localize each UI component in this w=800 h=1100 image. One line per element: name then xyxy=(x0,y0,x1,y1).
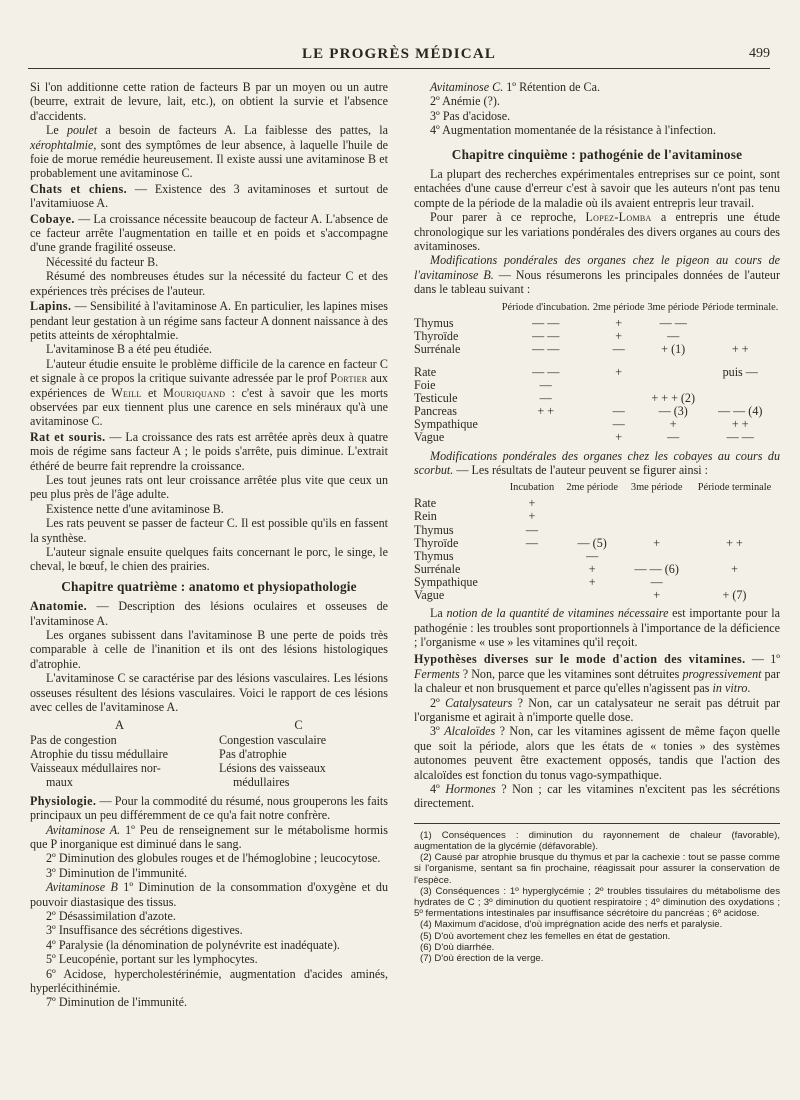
row-label: Thyroïde xyxy=(414,328,459,343)
column-c xyxy=(209,733,388,790)
paragraph: Si l'on additionne cette ration de facteurs B par un moyen ou un autre (beurre, extrait de levure, lait, etc.), on obtient la survie et l'absence d'accidents. xyxy=(30,80,388,123)
table-cell: — — xyxy=(726,430,754,445)
row-label: Vague xyxy=(414,430,445,445)
paragraph: Nécessité du facteur B. xyxy=(46,254,159,269)
left-column xyxy=(30,80,388,1010)
table-cell: + xyxy=(615,328,623,343)
row-label: Thymus xyxy=(414,522,454,537)
column-header: 2me période xyxy=(566,482,618,494)
table-cell: + xyxy=(615,364,623,379)
row-label: Rate xyxy=(414,496,437,511)
paragraph: Les tout jeunes rats ont leur croissance arrêtée plus vite que ceux un peu plus près de l'âge adulte. xyxy=(30,472,388,502)
chapter-heading: Chapitre quatrième : anatomo et physiopathologie xyxy=(61,578,357,594)
table-cell: — xyxy=(667,430,680,445)
page-header xyxy=(28,44,770,69)
text: ? Non, parce que les vitamines sont détruites xyxy=(459,666,683,681)
row-label: Surrénale xyxy=(414,561,461,576)
table-body xyxy=(30,733,388,790)
paragraph: 7º Diminution de l'immunité. xyxy=(46,995,187,1010)
row-label: Thyroïde xyxy=(414,535,459,550)
footnote: (4) Maximum d'acidose, d'où imprégnation acide des nerfs et paralysie. xyxy=(420,919,723,931)
paragraph-avitaminose-c xyxy=(414,80,780,94)
run-in-heading: Hypothèses diverses sur le mode d'action des vitamines. xyxy=(414,652,746,667)
italic-term: Hormones xyxy=(445,781,496,796)
paragraph-avitaminose-a xyxy=(30,823,388,852)
table-cell: — xyxy=(612,404,625,419)
table-cell: + xyxy=(528,509,536,524)
author-name: Portier xyxy=(330,371,368,386)
italic-term: Catalysateurs xyxy=(445,695,513,710)
cobaye-table-body xyxy=(414,497,780,602)
paragraph xyxy=(414,724,780,782)
author-name: Weill xyxy=(111,385,142,400)
text: La xyxy=(430,606,447,621)
text: — Nous résumerons les principales données de l'auteur dans le tableau suivant : xyxy=(414,267,780,297)
italic-term: Modifications pondérales des organes chez les cobayes au cours du scorbut. xyxy=(414,448,780,477)
text: 3º xyxy=(430,724,445,739)
column-header: 3me période xyxy=(647,301,700,313)
footnote: (2) Causé par atrophie brusque du thymus et par la cachexie : tout se passe comme si l'organisme, sentant sa fin prochaine, réagissait pour assurer la conservation de l'espèce. xyxy=(414,852,780,886)
column-header: Période d'incubation. xyxy=(501,301,590,313)
table-cell: + + xyxy=(731,417,749,432)
column-header: C xyxy=(294,718,303,733)
column-header: 3me période xyxy=(630,482,683,494)
text: 1º Diminution de la consommation d'oxygène et du pouvoir diastasique des tissus. xyxy=(30,880,389,909)
table-cell: — xyxy=(667,328,680,343)
table-cell: — xyxy=(525,535,538,550)
table-cell: + + + (2) xyxy=(651,391,696,406)
table-cell: — xyxy=(525,522,538,537)
table-cell: + + xyxy=(726,535,743,550)
list-item: Vaisseaux médullaires nor- xyxy=(30,761,161,776)
table-cell xyxy=(500,431,591,444)
table-cell: + xyxy=(588,574,596,589)
table-cell: — — xyxy=(532,341,560,356)
table-row xyxy=(414,537,780,550)
table-cell: — xyxy=(586,548,599,563)
table-cell xyxy=(560,524,625,537)
list-item: Congestion vasculaire xyxy=(219,732,327,747)
text: ? Non ; car les vitamines n'excitent pas les sécrétions directement. xyxy=(414,781,780,811)
table-cell xyxy=(504,576,560,589)
table-cell xyxy=(689,550,780,563)
paragraph-hypotheses xyxy=(414,652,780,695)
footnotes xyxy=(414,823,780,964)
footnote: (5) D'où avortement chez les femelles en état de gestation. xyxy=(420,930,671,942)
footnote: (3) Conséquences : 1º hyperglycémie ; 2º troubles tissulaires du métabolisme des hydrates de C ; 3º diminution du quotient respiratoire ; 4º diminution des oxydations ; 5º fermentations intestinales par insuffisance sécrétoire du pancréas ; 6º acidose. xyxy=(414,885,780,920)
table-cell: — — (6) xyxy=(634,561,679,576)
text: : c'est à savoir que les morts observées par eux tiennent plus une carence en sels minéraux qu'à une avitaminose C. xyxy=(30,385,388,429)
table-cell: — xyxy=(612,341,625,356)
run-in-heading: Physiologie. xyxy=(30,793,97,808)
table-cell: — xyxy=(612,417,625,432)
text: ? Non, car les vitamines agissent de même façon quelle que soit la période, alors que les états de « tonies » des systèmes autonomes peuvent être exactement opposés, tandis que l'action des alcaloïdes est fonction du tonus vago-sympathique. xyxy=(414,724,780,782)
table-cell: puis — xyxy=(722,364,758,379)
table-cell xyxy=(700,317,780,330)
italic-term: Modifications pondérales des organes chez le pigeon au cours de l'avitaminose B. xyxy=(414,253,780,282)
paragraph-poulet xyxy=(30,123,388,181)
list-item: maux xyxy=(46,775,73,790)
paragraph: 5º Leucopénie, portant sur les lymphocytes. xyxy=(46,952,258,967)
paragraph: L'avitaminose C se caractérise par des lésions vasculaires. Les lésions osseuses résultent des lésions vasculaires. Voici le rapport de ces lésions avec celles de l'avitaminose A. xyxy=(30,671,388,715)
table-cell: — (3) xyxy=(658,404,688,419)
text: — Sensibilité à l'avitaminose A. En particulier, les lapines mises pendant leur gestation à un régime sans facteur A donnent naissance à des petits atteints de xérophtalmie. xyxy=(30,299,388,342)
run-in-heading: Lapins. xyxy=(30,299,72,314)
cobaye-table xyxy=(414,481,780,602)
table-cell: + (1) xyxy=(661,341,686,356)
text: et xyxy=(141,385,164,400)
table-cell: + + xyxy=(537,404,555,419)
table-header xyxy=(30,718,388,732)
table-cell xyxy=(560,497,625,510)
italic-term: Avitaminose A. xyxy=(46,822,121,837)
table-cell xyxy=(624,524,689,537)
table-cell: — — xyxy=(532,315,560,330)
text: , sont des symptômes de leur absence, à laquelle l'huile de foie de morue remédie heureusement. Il existe aussi une avitaminose B et probablement une avitaminose C. xyxy=(30,137,388,181)
italic-term: Ferments xyxy=(414,666,460,681)
page-number: 499 xyxy=(749,46,770,61)
table-row xyxy=(414,589,780,602)
text: — Les résultats de l'auteur peuvent se figurer ainsi : xyxy=(453,462,709,477)
row-label: Thymus xyxy=(414,548,454,563)
footnote: (1) Conséquences : diminution du rayonnement de chaleur (favorable), augmentation de la glycémie (défavorable). xyxy=(414,829,780,852)
table-cell xyxy=(700,330,780,343)
right-column xyxy=(414,80,780,964)
list-item: Pas de congestion xyxy=(30,732,117,747)
table-cell: + + xyxy=(731,341,749,356)
table-cell: — — xyxy=(532,328,560,343)
table-cell: + xyxy=(615,315,623,330)
table-cell xyxy=(500,418,591,431)
table-cell: + xyxy=(528,496,536,511)
table-cell xyxy=(689,497,780,510)
table-cell xyxy=(504,550,560,563)
text: 1º Rétention de Ca. xyxy=(503,80,601,94)
pigeon-table-body xyxy=(414,317,780,445)
table-cell xyxy=(504,589,560,602)
table-cell: + (7) xyxy=(722,588,747,602)
table-row xyxy=(414,550,780,563)
table-cell xyxy=(689,510,780,523)
table-cell xyxy=(560,589,625,602)
paragraph: La plupart des recherches expérimentales entreprises sur ce point, sont entachées d'une cause d'erreur c'est à savoir que les auteurs n'ont pas tenu compte de la période de la maladie où ils avaient entrepris leur travail. xyxy=(414,167,780,210)
italic-term: notion de la quantité de vitamines nécessaire xyxy=(446,606,669,621)
row-label: Vague xyxy=(414,588,445,602)
row-label: Sympathique xyxy=(414,417,478,432)
text: — Pour la commodité du résumé, nous grouperons les faits principaux un peu différemment de ce qu'a fait notre confrère. xyxy=(30,793,388,823)
text: — La croissance des rats est arrêtée après deux à quatre mois de régime sans facteur A ; le poids s'arrête, puis diminue. L'extrait éthéré de beurre fait reprendre la croissance. xyxy=(30,429,388,473)
table-row xyxy=(414,343,780,356)
row-label: Rate xyxy=(414,364,437,379)
table-header-row xyxy=(414,301,780,317)
table-row xyxy=(414,418,780,431)
table-cell: + xyxy=(669,417,677,432)
text: Le xyxy=(46,123,67,138)
paragraph-carence xyxy=(30,357,388,429)
text: — Existence des 3 avitaminoses et surtout de l'avitamiuose A. xyxy=(30,181,388,211)
text: aux expériences de xyxy=(30,371,388,400)
italic-term: Avitaminose C. xyxy=(430,80,504,94)
paragraph xyxy=(414,696,780,725)
paragraph: Les rats peuvent se passer de facteur C. Il est possible qu'ils en fassent la synthèse. xyxy=(30,516,388,545)
column-a xyxy=(30,733,209,790)
text: — La croissance nécessite beaucoup de facteur A. L'absence de ce facteur arrête l'augmentation en taille et en poids et s'accompagne d'une grande fragilité osseuse. xyxy=(30,211,388,255)
text: ? Non, car un catalysateur ne serait pas détruit par l'organisme et agirait à n'importe quelle dose. xyxy=(414,695,780,724)
paragraph-cobaye xyxy=(30,212,388,255)
paragraph: L'avitaminose B a été peu étudiée. xyxy=(46,342,213,357)
paragraph-physiologie xyxy=(30,794,388,823)
column-header: Période terminale. xyxy=(702,301,779,313)
paragraph: Existence nette d'une avitaminose B. xyxy=(46,501,224,516)
table-row xyxy=(414,510,780,523)
text: — Description des lésions oculaires et osseuses de l'avitaminose A. xyxy=(30,599,388,628)
text: 4º xyxy=(430,781,446,796)
italic-term: poulet xyxy=(66,123,98,138)
paragraph: 2º Anémie (?). xyxy=(430,94,500,109)
text: Pour parer à ce reproche, xyxy=(430,210,586,225)
row-label: Thymus xyxy=(414,315,454,330)
text: — 1º xyxy=(745,652,780,667)
run-in-heading: Anatomie. xyxy=(30,599,88,614)
table-cell: + xyxy=(731,561,738,576)
chapter-heading: Chapitre cinquième : pathogénie de l'avitaminose xyxy=(451,146,743,162)
list-item: médullaires xyxy=(233,775,290,790)
paragraph-lapins xyxy=(30,299,388,342)
paragraph: 2º Désassimilation d'azote. xyxy=(46,908,176,923)
paragraph-notion xyxy=(414,606,780,649)
table-cell xyxy=(624,550,689,563)
table-cell xyxy=(646,356,701,366)
row-label: Pancreas xyxy=(414,404,457,419)
footnote: (7) D'où érection de la verge. xyxy=(420,953,544,965)
text: 1º Peu de renseignement sur le métabolisme hormis que P inorganique est diminué dans le sang. xyxy=(30,822,388,851)
table-row xyxy=(414,366,780,379)
row-label: Testicule xyxy=(414,391,458,406)
paragraph: 6º Acidose, hypercholestérinémie, augmentation d'acides aminés, hyperlécithinémie. xyxy=(30,966,388,995)
table-cell xyxy=(689,524,780,537)
table-cell xyxy=(700,379,780,392)
table-row xyxy=(414,317,780,330)
table-cell: + xyxy=(653,535,661,550)
paragraph: L'auteur signale ensuite quelques faits concernant le porc, le singe, le cheval, le bœuf, le chien des prairies. xyxy=(30,545,388,574)
table-row xyxy=(414,563,780,576)
text: a besoin de facteurs A. La faiblesse des pattes, la xyxy=(97,123,388,138)
column-header: Période terminale xyxy=(697,482,772,494)
table-cell: — xyxy=(650,574,663,589)
table-cell xyxy=(646,366,701,379)
table-cell xyxy=(624,497,689,510)
run-in-heading: Chats et chiens. xyxy=(30,181,128,196)
table-cell xyxy=(560,510,625,523)
run-in-heading: Cobaye. xyxy=(30,211,75,226)
column-header xyxy=(414,481,504,497)
italic-term: progressivement xyxy=(682,666,762,681)
text: par la chaleur et non brusquement et parce qu'elles n'agissent pas xyxy=(414,666,780,696)
list-item: Pas d'atrophie xyxy=(219,747,287,762)
author-name: Lopez-Lomba xyxy=(585,210,652,225)
text: a entrepris une étude chronologique sur les variations pondérales des divers organes au cours des avitaminoses. xyxy=(414,210,780,254)
table-row xyxy=(414,497,780,510)
text: 2º xyxy=(430,695,446,710)
paragraph-cobaye-scorbut xyxy=(414,449,780,478)
table-cell: + xyxy=(615,430,623,445)
italic-term: in vitro xyxy=(712,681,748,696)
column-header: Incubation xyxy=(509,482,555,494)
lesion-comparison-table xyxy=(30,718,388,789)
paragraph-rat xyxy=(30,430,388,473)
paragraph: 3º Pas d'acidose. xyxy=(430,108,511,123)
run-in-heading: Rat et souris. xyxy=(30,429,106,444)
table-cell xyxy=(504,563,560,576)
paragraph: Résumé des nombreuses études sur la nécessité du facteur C et des expériences très précises de l'auteur. xyxy=(30,269,388,298)
paragraph: 2º Diminution des globules rouges et de l'hémoglobine ; leucocytose. xyxy=(46,851,381,866)
italic-term: Alcaloïdes xyxy=(444,724,496,739)
column-header: 2me période xyxy=(592,301,645,313)
column-header: A xyxy=(114,718,125,733)
table-row xyxy=(414,431,780,444)
text: . xyxy=(747,681,751,696)
text: est importante pour la pathogénie : les troubles sont proportionnels à l'importance de la déficience ; l'organisme « use » les vitamines qu'il reçoit. xyxy=(414,606,780,649)
table-cell: — — (4) xyxy=(718,404,763,419)
table-cell: — — xyxy=(532,364,560,379)
table-cell: + xyxy=(653,588,661,602)
paragraph-pigeon xyxy=(414,253,780,296)
table-row xyxy=(414,524,780,537)
row-label: Sympathique xyxy=(414,574,478,589)
column-header xyxy=(414,301,500,317)
table-row xyxy=(414,379,780,392)
table-header-row xyxy=(414,481,780,497)
table-cell: — — xyxy=(659,315,687,330)
row-label: Surrénale xyxy=(414,341,461,356)
table-cell xyxy=(624,510,689,523)
table-cell: — (5) xyxy=(577,535,607,550)
row-label: Foie xyxy=(414,378,436,393)
list-item: Atrophie du tissu médullaire xyxy=(30,747,169,762)
paragraph: 3º Diminution de l'immunité. xyxy=(46,865,187,880)
paragraph-anatomie xyxy=(30,599,388,628)
pigeon-table xyxy=(414,301,780,445)
paragraph: 4º Augmentation momentanée de la résistance à l'infection. xyxy=(430,123,717,138)
table-cell: — xyxy=(539,391,552,406)
table-cell xyxy=(591,379,646,392)
list-item: Lésions des vaisseaux xyxy=(219,761,326,776)
row-label: Rein xyxy=(414,509,437,524)
paragraph xyxy=(414,782,780,811)
table-cell: — xyxy=(539,378,552,393)
footnote: (6) D'où diarrhée. xyxy=(420,941,495,953)
journal-title: LE PROGRÈS MÉDICAL xyxy=(301,46,497,62)
paragraph-chats xyxy=(30,182,388,211)
paragraph: 3º Insuffisance des sécrétions digestives. xyxy=(46,923,243,938)
italic-term: Avitaminose B xyxy=(46,880,118,895)
italic-term: xérophtalmie xyxy=(30,137,94,152)
paragraph-lopez xyxy=(414,210,780,253)
paragraph-avitaminose-b xyxy=(30,880,388,909)
paragraph: 4º Paralysie (la dénomination de polynévrite est inadéquate). xyxy=(46,937,340,952)
paragraph: Les organes subissent dans l'avitaminose B une perte de poids très comparable à celle de l'inanition et ils ont des lésions histologiques d'atrophie. xyxy=(30,628,388,671)
table-row xyxy=(414,330,780,343)
table-cell: + xyxy=(588,561,596,576)
text: L'auteur étudie ensuite le problème difficile de la carence en facteur C et signale à ce propos la critique suivante adressée par le prof xyxy=(30,356,388,386)
author-name: Mouriquand xyxy=(163,385,226,400)
